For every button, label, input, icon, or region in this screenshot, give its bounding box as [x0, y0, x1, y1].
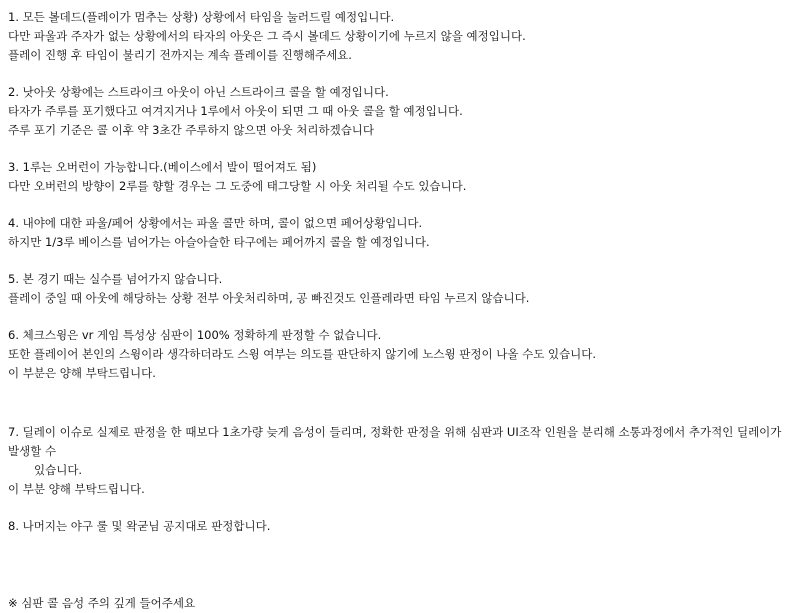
rule-block-2: [8, 83, 790, 140]
rule-block-3: [8, 158, 790, 196]
rule-line: 3. 1루는 오버런이 가능합니다.(베이스에서 발이 떨어져도 됨): [8, 160, 317, 174]
rule-line: 하지만 1/3루 베이스를 넘어가는 아슬아슬한 타구에는 페어까지 콜을 할 예정입니다.: [8, 235, 430, 249]
rule-line: 또한 플레이어 본인의 스윙이라 생각하더라도 스윙 여부는 의도를 판단하지 않기에 노스윙 판정이 나올 수도 있습니다.: [8, 347, 597, 361]
rule-block-5: [8, 270, 790, 308]
rule-line: 5. 본 경기 때는 실수를 넘어가지 않습니다.: [8, 272, 223, 286]
rule-line: 8. 나머지는 야구 룰 및 왁굳님 공지대로 판정합니다.: [8, 519, 271, 533]
rule-line: 7. 딜레이 이슈로 실제로 판정을 한 때보다 1초가량 늦게 음성이 들리며, 정확한 판정을 위해 심판과 UI조작 인원을 분리해 소통과정에서 추가적인 딜레이가 발생할 수: [8, 425, 786, 458]
rule-line: 다만 오버런의 방향이 2루를 향할 경우는 그 도중에 태그당할 시 아웃 처리될 수도 있습니다.: [8, 179, 467, 193]
rule-line: 4. 내야에 대한 파울/페어 상황에서는 파울 콜만 하며, 콜이 없으면 페어상황입니다.: [8, 216, 423, 230]
block-spacer: [8, 401, 790, 423]
rule-line: 이 부분은 양해 부탁드립니다.: [8, 366, 156, 380]
rule-line: 타자가 주루를 포기했다고 여겨지거나 1루에서 아웃이 되면 그 때 아웃 콜을 할 예정입니다.: [8, 104, 463, 118]
rule-line: 주루 포기 기준은 콜 이후 약 3초간 주루하지 않으면 아웃 처리하겠습니다: [8, 123, 375, 137]
rule-block-1: [8, 8, 790, 65]
rule-line: 이 부분 양해 부탁드립니다.: [8, 482, 145, 496]
rule-line: 있습니다.: [34, 463, 83, 477]
rule-block-7: [8, 423, 790, 499]
rule-line: 플레이 진행 후 타임이 불리기 전까지는 계속 플레이를 진행해주세요.: [8, 48, 352, 62]
rule-block-4: [8, 214, 790, 252]
rule-line: 6. 체크스윙은 vr 게임 특성상 심판이 100% 정확하게 판정할 수 없습니다.: [8, 328, 382, 342]
rule-line: 1. 모든 볼데드(플레이가 멈추는 상황) 상황에서 타임을 눌러드릴 예정입니다.: [8, 10, 395, 24]
rule-block-6: [8, 326, 790, 383]
footer-spacer: [8, 554, 790, 594]
rule-line: 다만 파울과 주자가 없는 상황에서의 타자의 아웃은 그 즉시 볼데드 상황이기에 누르지 않을 예정입니다.: [8, 29, 526, 43]
rule-line: 2. 낫아웃 상황에는 스트라이크 아웃이 아닌 스트라이크 콜을 할 예정입니다.: [8, 85, 389, 99]
rule-block-8: [8, 517, 790, 536]
footer-note: ※ 심판 콜 음성 주의 깊게 들어주세요: [8, 596, 196, 610]
rule-line: 플레이 중일 때 아웃에 해당하는 상황 전부 아웃처리하며, 공 빠진것도 인플레라면 타임 누르지 않습니다.: [8, 291, 530, 305]
